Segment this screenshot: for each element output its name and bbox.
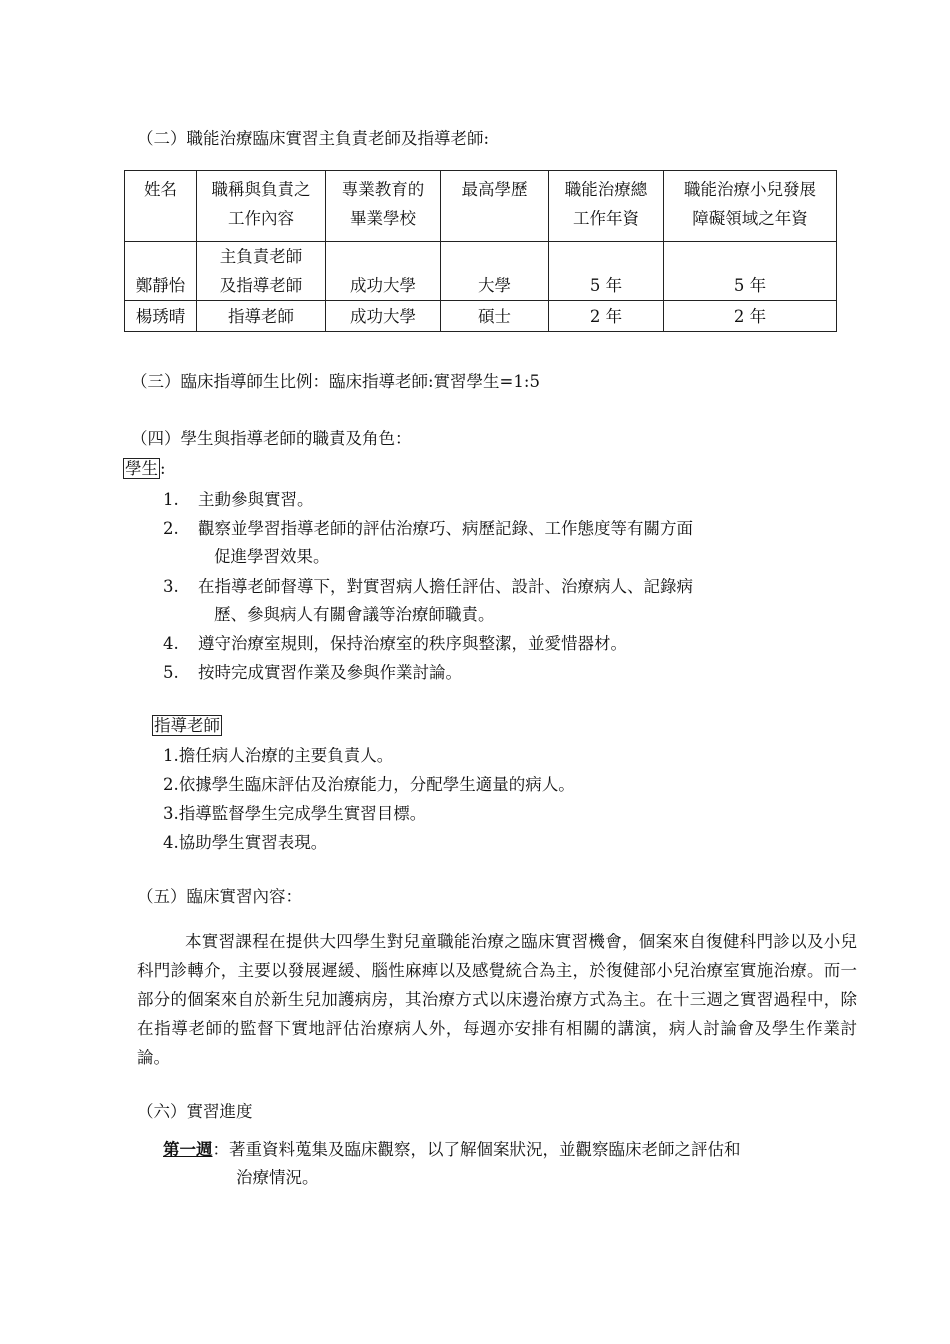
student-item-3-num: 3. [163,577,179,596]
cell-degree: 碩士 [441,301,549,332]
section3-ratio: （三）臨床指導師生比例：臨床指導老師:實習學生=1:5 [131,372,540,391]
teacher-item-3: 3.指導監督學生完成學生實習目標。 [163,804,427,823]
header-degree: 最高學歷 [441,171,549,242]
teacher-item-4: 4.協助學生實習表現。 [163,833,328,852]
student-item-2-num: 2. [163,519,179,538]
student-item-5-text: 按時完成實習作業及參與作業討論。 [198,663,462,682]
cell-peds-years: 5 年 [664,242,837,301]
student-item-2-text-cont: 促進學習效果。 [214,547,330,566]
student-item-2-text: 觀察並學習指導老師的評估治療巧、病歷記錄、工作態度等有關方面 [198,519,693,538]
week1-line: 第一週：著重資料蒐集及臨床觀察，以了解個案狀況，並觀察臨床老師之評估和 [163,1140,741,1159]
header-name: 姓名 [125,171,197,242]
teacher-item-2: 2.依據學生臨床評估及治療能力，分配學生適量的病人。 [163,775,575,794]
students-label: 學生 [125,459,158,478]
header-total-years: 職能治療總 工作年資 [549,171,664,242]
cell-school: 成功大學 [326,242,441,301]
header-peds-years: 職能治療小兒發展 障礙領域之年資 [664,171,837,242]
instructor-table [124,170,837,332]
section4-heading: （四）學生與指導老師的職責及角色： [131,429,412,448]
week1-text: 著重資料蒐集及臨床觀察，以了解個案狀況，並觀察臨床老師之評估和 [229,1140,741,1159]
section6-heading: （六）實習進度 [137,1102,253,1121]
cell-name: 楊琇晴 [125,301,197,332]
cell-peds-years: 2 年 [664,301,837,332]
header-school: 專業教育的 畢業學校 [326,171,441,242]
section5-paragraph: 本實習課程在提供大四學生對兒童職能治療之臨床實習機會，個案來自復健科門診以及小兒科門診轉介，主要以發展遲緩、腦性麻痺以及感覺統合為主，於復健部小兒治療室實施治療。而一部分的個案來自於新生兒加護病房，其治療方式以床邊治療方式為主。在十三週之實習過程中，除在指導老師的監督下實地評估治療病人外，每週亦安排有相關的講演，病人討論會及學生作業討論。 [137,932,857,1067]
week1-label: 第一週 [163,1140,213,1159]
student-item-5-num: 5. [163,663,179,682]
cell-total-years: 2 年 [549,301,664,332]
cell-degree: 大學 [441,242,549,301]
student-item-3-text-cont: 歷、參與病人有關會議等治療師職責。 [214,605,495,624]
section5-heading: （五）臨床實習內容： [137,887,302,906]
cell-total-years: 5 年 [549,242,664,301]
student-item-3-text: 在指導老師督導下，對實習病人擔任評估、設計、治療病人、記錄病 [198,577,693,596]
student-item-1-text: 主動參與實習。 [198,490,314,509]
header-title-duties: 職稱與負責之 工作內容 [197,171,326,242]
student-item-4-num: 4. [163,634,179,653]
cell-title: 主負責老師 及指導老師 [197,242,326,301]
cell-title: 指導老師 [197,301,326,332]
table-row [125,301,837,332]
students-label-line: 學生 : [125,459,166,478]
cell-name: 鄭靜怡 [125,242,197,301]
cell-school: 成功大學 [326,301,441,332]
week1-text-cont: 治療情況。 [236,1168,319,1187]
table-row [125,242,837,301]
section2-heading: （二）職能治療臨床實習主負責老師及指導老師: [137,129,490,148]
table-header-row [125,171,837,242]
student-item-4-text: 遵守治療室規則，保持治療室的秩序與整潔，並愛惜器材。 [198,634,627,653]
teacher-item-1: 1.擔任病人治療的主要負責人。 [163,746,394,765]
teachers-label-line [152,716,222,736]
student-item-1-num: 1. [163,490,179,509]
teachers-label: 指導老師 [154,716,220,735]
